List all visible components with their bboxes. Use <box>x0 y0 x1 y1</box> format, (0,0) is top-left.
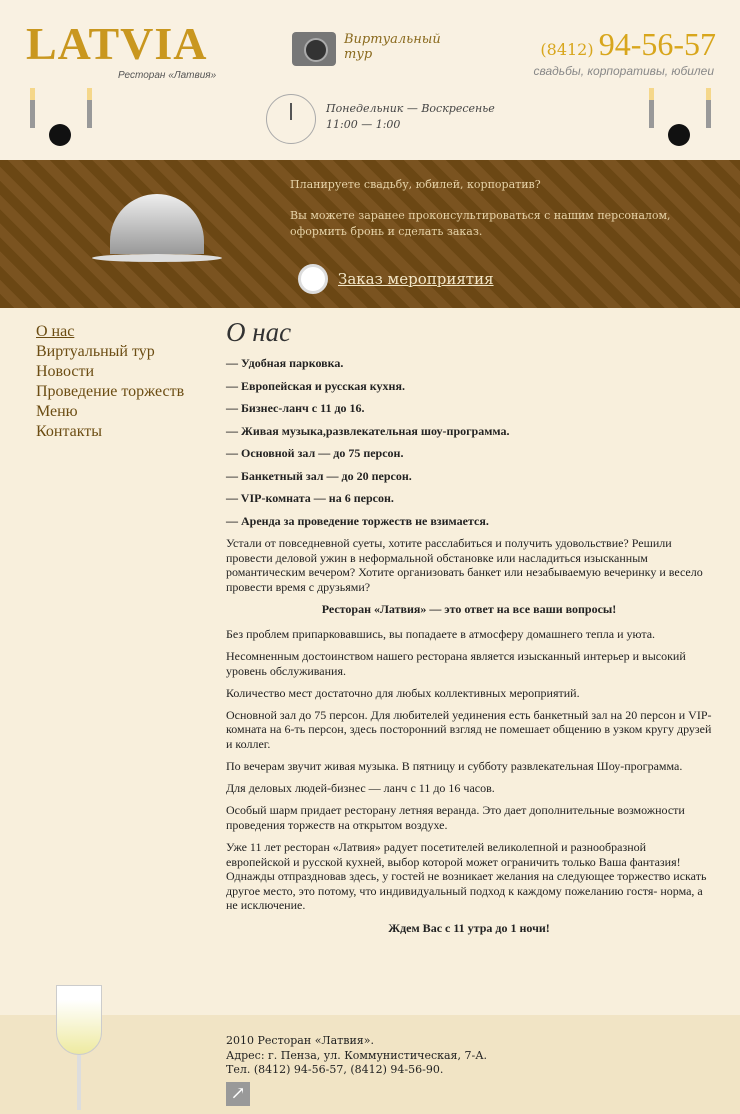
hours-days: Понедельник — Воскресенье <box>326 102 495 115</box>
paragraph: Без проблем припарковавшись, вы попадаете в атмосферу домашнего тепла и уюта. <box>226 626 656 641</box>
footer-info <box>226 1034 487 1078</box>
opening-hours <box>326 101 495 133</box>
hours-time: 11:00 — 1:00 <box>326 118 401 131</box>
nav-events[interactable]: Проведение торжеств <box>36 383 185 400</box>
camera-icon <box>292 32 336 66</box>
paragraph: Для деловых людей-бизнес — ланч с 11 до 16 часов. <box>226 781 495 796</box>
footer-phones: Тел. (8412) 94-56-57, (8412) 94-56-90. <box>226 1063 444 1076</box>
banner <box>0 160 740 308</box>
nav-virtual-tour[interactable]: Виртуальный тур <box>36 343 155 360</box>
phone-number: 94-56-57 <box>598 26 716 62</box>
phone-code: (8412) <box>540 40 594 59</box>
footer-copyright: 2010 Ресторан «Латвия». <box>226 1034 374 1047</box>
nav-news[interactable]: Новости <box>36 363 95 380</box>
banner-question: Планируете свадьбу, юбилей, корпоратив? <box>290 178 541 191</box>
paragraph: Несомненным достоинством нашего ресторана является изысканный интерьер и высокий уровень обслуживания. <box>226 649 686 678</box>
nav-contacts[interactable]: Контакты <box>36 423 103 440</box>
feature-item: — Живая музыка,развлекательная шоу-программа. <box>226 423 510 438</box>
paragraph: Основной зал до 75 персон. Для любителей уединения есть банкетный зал на 20 персон и VIP-комната на 6-ть персон, здесь посторонний взгляд не помешает общению в узком кругу друзей и коллег. <box>226 707 712 752</box>
virtual-tour-link[interactable] <box>292 32 454 66</box>
sconce-right-icon <box>643 88 717 150</box>
intro-paragraph: Устали от повседневной суеты, хотите расслабиться и получить удовольствие? Решили провести деловой ужин в неформальной обстановке или насладиться изысканным романтическим вечером? Хотите организовать банкет или незабываемую вечеринку и весело провести время с друзьями? <box>226 536 703 594</box>
order-event-link[interactable]: Заказ мероприятия <box>338 270 494 288</box>
arrow-up-right-icon[interactable]: ↗ <box>226 1082 250 1106</box>
banner-text: Вы можете заранее проконсультироваться с нашим персоналом, оформить бронь и сделать заказ. <box>290 209 671 238</box>
wine-glass-icon <box>56 985 106 1114</box>
phone-subtitle: свадьбы, корпоративы, юбилеи <box>533 64 714 78</box>
nav-about[interactable]: О нас <box>36 323 75 340</box>
paragraph: Уже 11 лет ресторан «Латвия» радует посетителей великолепной и разнообразной европейской и русской кухней, выбор которой может ограничить только Ваша фантазия! Однажды отпраздновав здесь, у гостей не возникает желания на следующее торжество искать другое место, это потому, что индивидуальный подход к каждому пожеланию гостя- норма, а не исключение. <box>226 840 707 913</box>
phone <box>540 26 716 68</box>
header <box>0 0 740 160</box>
sidebar-nav <box>36 322 184 442</box>
paragraph: По вечерам звучит живая музыка. В пятницу и субботу развлекательная Шоу-программа. <box>226 759 683 774</box>
feature-item: — Европейская и русская кухня. <box>226 378 405 393</box>
feature-item: — Аренда за проведение торжеств не взимается. <box>226 513 489 528</box>
logo[interactable]: LATVIA <box>26 18 208 69</box>
logo-subtitle: Ресторан «Латвия» <box>118 70 217 81</box>
clock-icon <box>266 94 316 144</box>
cloche-icon <box>92 188 222 268</box>
sconce-left-icon <box>24 88 98 150</box>
main-content <box>226 316 712 946</box>
plate-icon <box>298 264 328 294</box>
virtual-tour-label: Виртуальный тур <box>344 32 441 62</box>
paragraph: Особый шарм придает ресторану летняя веранда. Это дает дополнительные возможности проведения торжеств на открытом воздухе. <box>226 803 685 832</box>
feature-item: — Основной зал — до 75 персон. <box>226 446 404 460</box>
order-event[interactable] <box>298 264 494 294</box>
closing-text: Ждем Вас с 11 утра до 1 ночи! <box>388 920 550 935</box>
nav-menu[interactable]: Меню <box>36 403 78 420</box>
paragraph: Количество мест достаточно для любых коллективных мероприятий. <box>226 685 580 700</box>
feature-item: — Удобная парковка. <box>226 356 344 370</box>
footer-address: Адрес: г. Пенза, ул. Коммунистическая, 7-А. <box>226 1048 488 1062</box>
feature-item: — Банкетный зал — до 20 персон. <box>226 468 412 483</box>
answer-heading: Ресторан «Латвия» — это ответ на все ваши вопросы! <box>321 602 617 617</box>
page-title: О нас <box>226 317 292 347</box>
feature-item: — VIP-комната — на 6 персон. <box>226 491 394 505</box>
feature-item: — Бизнес-ланч с 11 до 16. <box>226 401 365 415</box>
